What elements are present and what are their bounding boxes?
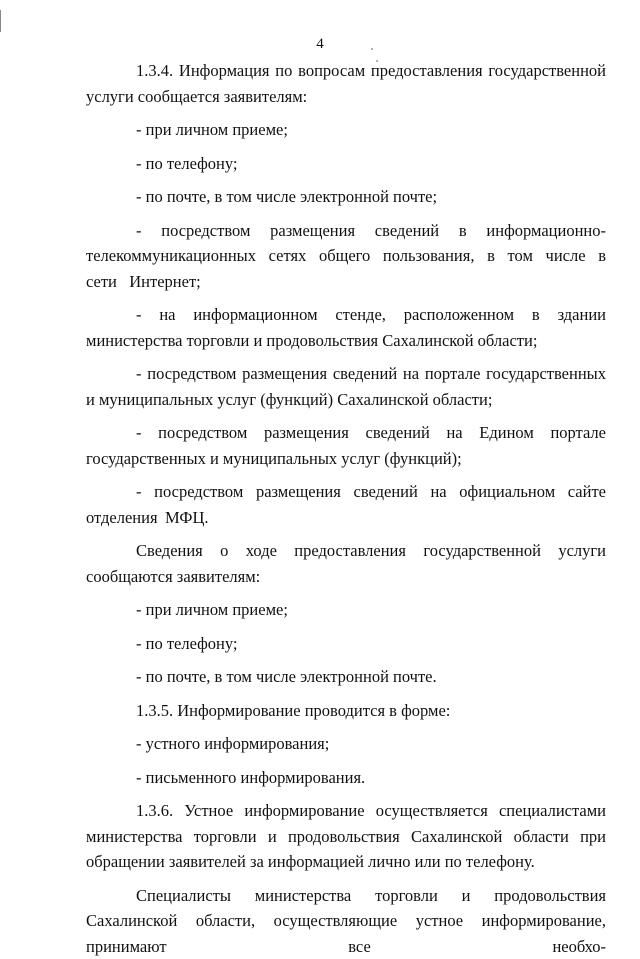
- list-item: - посредством размещения сведений на официальном сайте отделения МФЦ.: [86, 479, 606, 530]
- list-item: - по почте, в том числе электронной почте;: [86, 184, 606, 210]
- list-item: - на информационном стенде, расположенном в здании министерства торговли и продовольствия Сахалинской области;: [86, 302, 606, 353]
- list-item: - по почте, в том числе электронной почте.: [86, 664, 606, 690]
- paragraph-status-info: Сведения о ходе предоставления государственной услуги сообщаются заявителям:: [86, 538, 606, 589]
- paragraph-1-3-4: 1.3.4. Информация по вопросам предоставления государственной услуги сообщается заявителям:: [86, 58, 606, 109]
- list-item: - посредством размещения сведений на портале государственных и муниципальных услуг (функций) Сахалинской области;: [86, 361, 606, 412]
- paragraph-specialists: Специалисты министерства торговли и продовольствия Сахалинской области, осуществляющие устное информирование, принимают все необхо-: [86, 883, 606, 959]
- paragraph-1-3-6: 1.3.6. Устное информирование осуществляется специалистами министерства торговли и продовольствия Сахалинской области при обращении заявителей за информацией лично или по телефону.: [86, 798, 606, 875]
- list-item: - посредством размещения сведений на Едином портале государственных и муниципальных услуг (функций);: [86, 420, 606, 471]
- list-item: - по телефону;: [86, 151, 606, 177]
- list-item: - посредством размещения сведений в информационно-телекоммуникационных сетях общего пользования, в том числе в сети Интернет;: [86, 218, 606, 295]
- list-item: - при личном приеме;: [86, 117, 606, 143]
- list-item: - устного информирования;: [86, 731, 606, 757]
- page-number: 4: [0, 36, 640, 53]
- list-item: - по телефону;: [86, 631, 606, 657]
- paragraph-1-3-5: 1.3.5. Информирование проводится в форме:: [86, 698, 606, 724]
- document-body: [86, 58, 606, 959]
- scan-edge-mark: [0, 10, 1, 32]
- list-item: - при личном приеме;: [86, 597, 606, 623]
- list-item: - письменного информирования.: [86, 765, 606, 791]
